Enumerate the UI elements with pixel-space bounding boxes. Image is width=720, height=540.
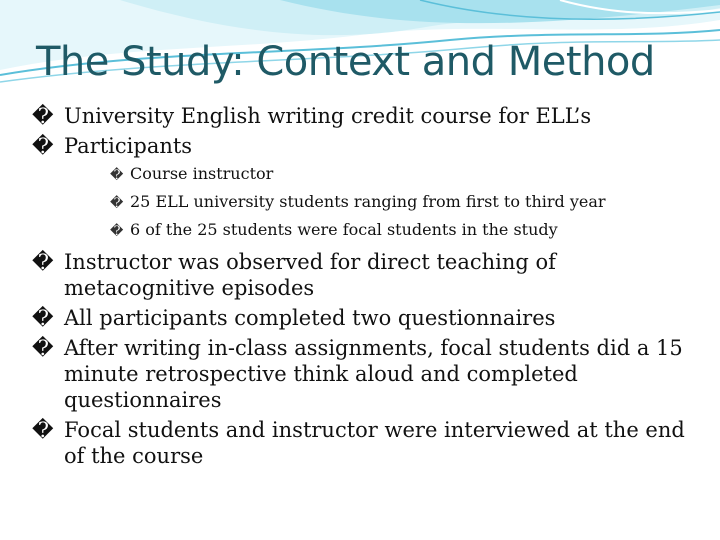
bullet-icon: � xyxy=(110,196,124,211)
list-item-text: All participants completed two questionnaires xyxy=(64,306,556,330)
slide-body xyxy=(32,100,692,473)
list-item xyxy=(32,133,692,159)
list-item xyxy=(32,103,692,129)
list-item xyxy=(32,249,692,301)
bullet-icon: � xyxy=(32,134,54,158)
bullet-icon: � xyxy=(32,104,54,128)
bullet-icon: � xyxy=(32,336,54,360)
sub-list-item xyxy=(110,191,692,215)
bullet-icon: � xyxy=(32,418,54,442)
bullet-icon: � xyxy=(110,224,124,239)
list-item-text: Participants xyxy=(64,134,193,158)
list-item-text: University English writing credit course for ELL’s xyxy=(64,104,592,128)
list-item-text: Focal students and instructor were interviewed at the end of the course xyxy=(64,418,685,468)
list-item-text: Instructor was observed for direct teaching of metacognitive episodes xyxy=(64,250,556,300)
bullet-icon: � xyxy=(32,306,54,330)
sub-list-item xyxy=(110,219,692,243)
list-item xyxy=(32,335,692,413)
list-item-text: After writing in-class assignments, focal students did a 15 minute retrospective think aloud and completed questionnaires xyxy=(64,336,683,412)
list-item xyxy=(32,305,692,331)
list-item-text: 25 ELL university students ranging from first to third year xyxy=(130,192,606,211)
bullet-icon: � xyxy=(32,250,54,274)
slide-title: The Study: Context and Method xyxy=(36,39,655,85)
list-item-text: 6 of the 25 students were focal students in the study xyxy=(130,220,558,239)
sub-list-item xyxy=(110,163,692,187)
list-item-text: Course instructor xyxy=(130,164,274,183)
bullet-icon: � xyxy=(110,168,124,183)
list-item xyxy=(32,417,692,469)
